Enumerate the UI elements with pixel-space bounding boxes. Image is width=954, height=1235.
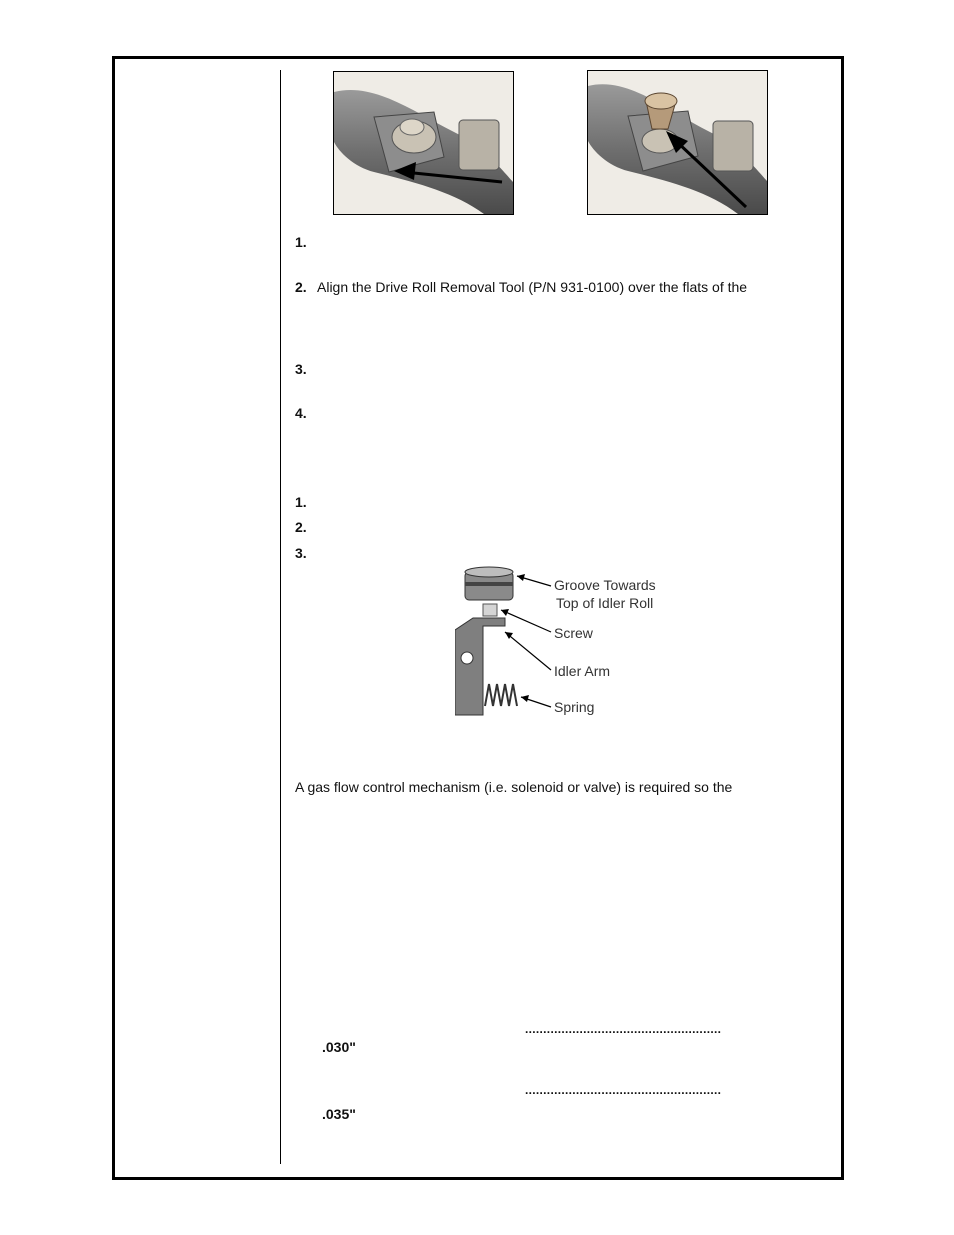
column-divider bbox=[280, 70, 281, 1164]
wire-size-leader-2: ...................................................... bbox=[525, 1083, 722, 1097]
screw-label: Screw bbox=[554, 625, 593, 641]
drive-roll-step-2-number: 2. bbox=[295, 279, 307, 295]
idler-step-3-number: 3. bbox=[295, 545, 307, 561]
drive-roll-step-4-number: 4. bbox=[295, 405, 307, 421]
gas-flow-text: A gas flow control mechanism (i.e. solenoid or valve) is required so the bbox=[295, 779, 733, 795]
idler-arm-label: Idler Arm bbox=[554, 663, 611, 679]
wire-size-035: .035" bbox=[322, 1106, 356, 1122]
drive-roll-step-3-number: 3. bbox=[295, 361, 307, 377]
drive-roll-photo-left bbox=[333, 71, 514, 215]
drive-roll-step-1-number: 1. bbox=[295, 234, 307, 250]
idler-step-1-number: 1. bbox=[295, 494, 307, 510]
wire-size-030: .030" bbox=[322, 1039, 356, 1055]
drive-roll-tool-photo-right bbox=[587, 70, 768, 215]
spring-label: Spring bbox=[554, 699, 595, 715]
idler-step-2-number: 2. bbox=[295, 519, 307, 535]
drive-roll-step-2-text: Align the Drive Roll Removal Tool (P/N 931-0100) over the flats of the bbox=[317, 279, 748, 295]
groove-label-line1: Groove Towards bbox=[554, 577, 656, 593]
groove-label-line2: Top of Idler Roll bbox=[556, 595, 654, 611]
idler-roll-diagram bbox=[455, 560, 675, 720]
wire-size-leader-1: ...................................................... bbox=[525, 1022, 722, 1036]
